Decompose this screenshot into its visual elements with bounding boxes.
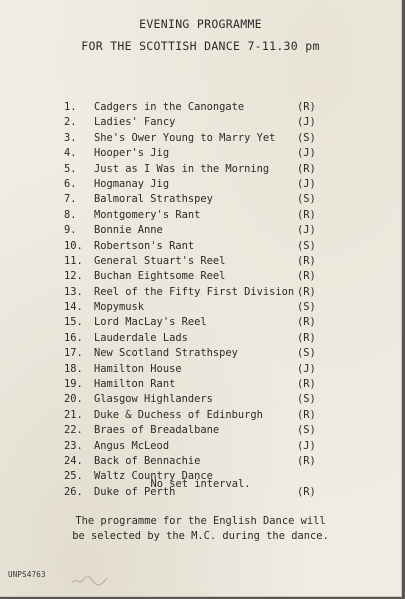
- dance-type: (R): [297, 101, 316, 113]
- dance-row: [64, 285, 334, 300]
- dance-type: (S): [297, 301, 316, 314]
- dance-name: Braes of Breadalbane: [94, 424, 220, 437]
- dance-name: Cadgers in the Canongate: [94, 101, 245, 113]
- dance-name: Balmoral Strathspey: [94, 193, 213, 206]
- dance-name: Montgomery's Rant: [94, 208, 201, 221]
- dance-row: [64, 392, 334, 407]
- dance-row: [64, 208, 334, 223]
- dance-type: (S): [297, 193, 316, 206]
- dance-number: 4.: [64, 147, 77, 160]
- dance-number: 18.: [64, 362, 83, 375]
- dance-number: 6.: [64, 177, 77, 190]
- dance-type: (S): [297, 393, 316, 406]
- handwritten-mark: [70, 573, 110, 587]
- dance-row: [64, 454, 334, 469]
- dance-name: Robertson's Rant: [94, 239, 195, 252]
- dance-type: (R): [297, 254, 316, 267]
- dance-name: General Stuart's Reel: [94, 254, 226, 267]
- dance-number: 14.: [64, 301, 83, 314]
- dance-type: (S): [297, 131, 316, 144]
- dance-number: 7.: [64, 193, 77, 206]
- dance-type: (S): [297, 424, 316, 437]
- dance-type: (J): [297, 439, 316, 452]
- dance-row: [64, 223, 334, 238]
- dance-number: 11.: [64, 254, 83, 267]
- dance-row: [64, 439, 334, 454]
- dance-number: 1.: [64, 101, 77, 113]
- dance-number: 8.: [64, 208, 77, 221]
- dance-type: (S): [297, 347, 316, 360]
- dance-number: 10.: [64, 239, 83, 252]
- dance-list: [64, 100, 334, 500]
- dance-type: (R): [297, 331, 316, 344]
- interval-note: No set interval.: [150, 478, 251, 490]
- dance-row: [64, 408, 334, 423]
- dance-number: 26.: [64, 485, 83, 498]
- dance-name: Reel of the Fifty First Division: [94, 285, 295, 298]
- dance-number: 3.: [64, 131, 77, 144]
- dance-number: 12.: [64, 270, 83, 283]
- dance-name: Lauderdale Lads: [94, 331, 188, 344]
- dance-name: Hogmanay Jig: [94, 177, 170, 190]
- dance-name: Waltz Country Dance: [94, 470, 213, 483]
- dance-type: (J): [297, 177, 316, 190]
- dance-number: 19.: [64, 378, 83, 391]
- dance-type: (R): [297, 485, 316, 498]
- dance-number: 2.: [64, 116, 77, 129]
- dance-type: (J): [297, 147, 316, 160]
- dance-row: [64, 192, 334, 207]
- dance-row: [64, 100, 334, 115]
- dance-name: Hooper's Jig: [94, 147, 170, 160]
- dance-type: (R): [297, 162, 316, 175]
- dance-name: Hamilton Rant: [94, 378, 176, 391]
- dance-row: [64, 331, 334, 346]
- dance-number: 22.: [64, 424, 83, 437]
- dance-row: [64, 162, 334, 177]
- dance-row: [64, 115, 334, 130]
- dance-number: 17.: [64, 347, 83, 360]
- dance-type: (R): [297, 408, 316, 421]
- dance-name: New Scotland Strathspey: [94, 347, 238, 360]
- reference-code: UNPS4763: [8, 570, 46, 579]
- dance-row: [64, 362, 334, 377]
- dance-row: [64, 131, 334, 146]
- dance-type: (R): [297, 316, 316, 329]
- dance-row: [64, 239, 334, 254]
- dance-name: Angus McLeod: [94, 439, 170, 452]
- dance-number: 23.: [64, 439, 83, 452]
- english-dance-note-line-1: The programme for the English Dance will: [75, 515, 326, 527]
- dance-name: Glasgow Highlanders: [94, 393, 213, 406]
- dance-number: 15.: [64, 316, 83, 329]
- dance-type: (J): [297, 362, 316, 375]
- dance-row: [64, 269, 334, 284]
- dance-name: Mopymusk: [94, 301, 145, 314]
- dance-type: (J): [297, 116, 316, 129]
- dance-name: Ladies' Fancy: [94, 116, 176, 129]
- dance-name: Bonnie Anne: [94, 224, 163, 237]
- dance-number: 5.: [64, 162, 77, 175]
- dance-type: (S): [297, 239, 316, 252]
- dance-type: (R): [297, 285, 316, 298]
- dance-row: [64, 315, 334, 330]
- dance-row: [64, 423, 334, 438]
- dance-name: Back of Bennachie: [94, 454, 201, 467]
- dance-number: 21.: [64, 408, 83, 421]
- dance-row: [64, 254, 334, 269]
- dance-row: [64, 346, 334, 361]
- dance-type: (R): [297, 270, 316, 283]
- dance-name: Lord MacLay's Reel: [94, 316, 207, 329]
- dance-name: She's Ower Young to Marry Yet: [94, 131, 276, 144]
- dance-name: Buchan Eightsome Reel: [94, 270, 226, 283]
- dance-name: Just as I Was in the Morning: [94, 162, 270, 175]
- dance-row: [64, 146, 334, 161]
- dance-name: Duke & Duchess of Edinburgh: [94, 408, 263, 421]
- dance-name: Duke of Perth: [94, 485, 176, 498]
- dance-number: 9.: [64, 224, 77, 237]
- dance-row: [64, 300, 334, 315]
- dance-type: (R): [297, 378, 316, 391]
- dance-row: [64, 177, 334, 192]
- english-dance-note-line-2: be selected by the M.C. during the dance.: [72, 530, 329, 542]
- dance-type: (J): [297, 224, 316, 237]
- dance-name: Hamilton House: [94, 362, 182, 375]
- dance-number: 20.: [64, 393, 83, 406]
- dance-number: 16.: [64, 331, 83, 344]
- dance-number: 13.: [64, 285, 83, 298]
- programme-subtitle: FOR THE SCOTTISH DANCE 7-11.30 pm: [81, 39, 320, 53]
- dance-number: 25.: [64, 470, 83, 483]
- dance-type: (R): [297, 208, 316, 221]
- programme-title: EVENING PROGRAMME: [139, 17, 262, 31]
- dance-type: (R): [297, 454, 316, 467]
- dance-row: [64, 377, 334, 392]
- dance-number: 24.: [64, 454, 83, 467]
